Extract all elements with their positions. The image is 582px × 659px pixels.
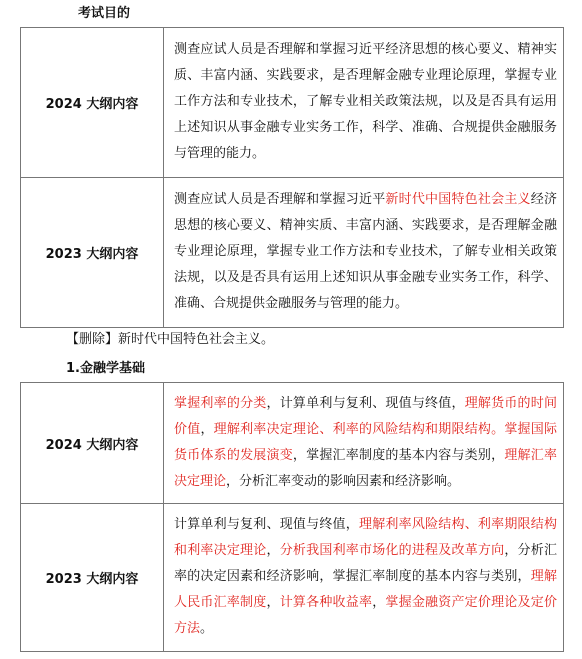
highlighted-text: 理解人民币汇率制度 — [174, 569, 557, 610]
text-segment: ， — [266, 543, 280, 558]
row-content — [164, 504, 564, 652]
row-content — [164, 28, 564, 178]
text-segment: ，计算单利与复利、现值与终值， — [266, 395, 465, 411]
highlighted-text: 理解利率风险结构、利率期限结构和利率决定理论 — [174, 517, 557, 558]
row-label: 2024 大纲内容 — [21, 383, 164, 504]
highlighted-text: 新时代中国特色社会主义 — [385, 192, 531, 207]
highlighted-text: 理解货币的时间价值 — [174, 395, 557, 437]
table-row — [21, 178, 564, 328]
highlighted-text: 分析我国利率市场化的进程及改革方向 — [279, 543, 505, 558]
highlighted-text: 计算各种收益率 — [279, 595, 373, 610]
comparison-table-finance-basics — [20, 382, 564, 652]
highlighted-text: 掌握利率的分类 — [174, 395, 267, 411]
section-heading-finance-basics: 1.金融学基础 — [66, 361, 145, 376]
text-segment: 经济思想的核心要义、精神实质、丰富内涵、实践要求，是否理解金融专业理论原理，掌握专业工作方法和专业技术，了解专业相关政策法规，以及是否具有运用上述知识从事金融专业实务工作，科学、准确、合规提供金融服务与管理的能力。 — [174, 192, 557, 311]
text-segment: 计算单利与复利、现值与终值， — [174, 517, 359, 532]
comparison-table-exam-purpose — [20, 27, 564, 328]
row-label: 2024 大纲内容 — [21, 28, 164, 178]
table-row — [21, 383, 564, 504]
text-segment: ，分析汇率的决定因素和经济影响，掌握汇率制度的基本内容与类别， — [174, 543, 557, 584]
text-segment: ， — [200, 421, 214, 437]
text-segment: ， — [372, 595, 386, 610]
row-label: 2023 大纲内容 — [21, 504, 164, 652]
row-content — [164, 178, 564, 328]
row-label: 2023 大纲内容 — [21, 178, 164, 328]
highlighted-text: 掌握金融资产定价理论及定价方法 — [174, 595, 557, 636]
table-row — [21, 28, 564, 178]
table-row — [21, 504, 564, 652]
row-content — [164, 383, 564, 504]
deletion-note: 【删除】新时代中国特色社会主义。 — [66, 332, 275, 347]
text-segment: 测查应试人员是否理解和掌握习近平经济思想的核心要义、精神实质、丰富内涵、实践要求，是否理解金融专业理论原理，掌握专业工作方法和专业技术，了解专业相关政策法规，以及是否具有运用上述知识从事金融专业实务工作，科学、准确、合规提供金融服务与管理的能力。 — [174, 42, 557, 161]
text-segment: 测查应试人员是否理解和掌握习近平 — [174, 192, 386, 207]
section-heading-exam-purpose: 考试目的 — [78, 6, 131, 21]
text-segment: ，掌握汇率制度的基本内容与类别， — [292, 447, 505, 463]
highlighted-text: 理解利率决定理论、利率的风险结构和期限结构。掌握国际货币体系的发展演变 — [174, 421, 557, 463]
highlighted-text: 理解汇率决定理论 — [174, 447, 557, 489]
text-segment: 。 — [200, 621, 214, 636]
text-segment: ， — [266, 595, 280, 610]
text-segment: ，分析汇率变动的影响因素和经济影响。 — [226, 473, 461, 489]
